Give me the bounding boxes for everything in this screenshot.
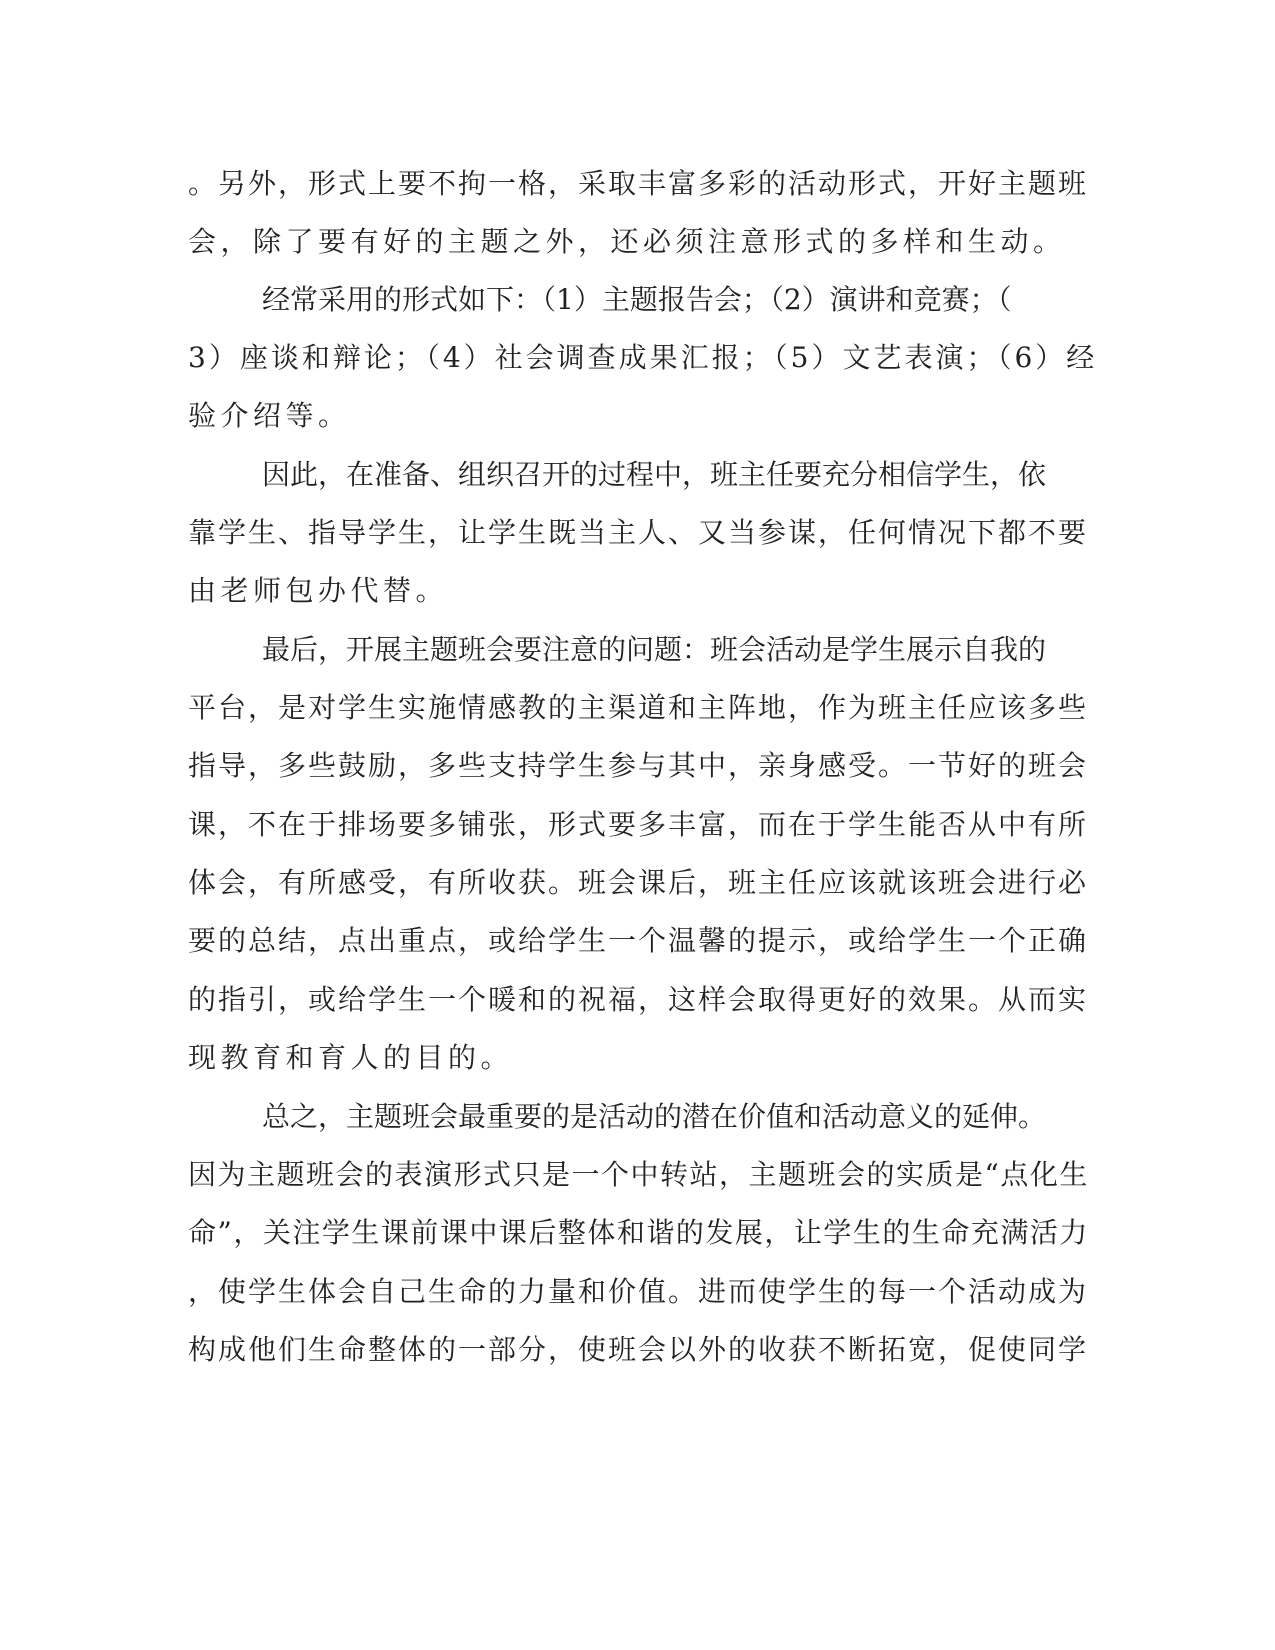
paragraph-start-line: 经常采用的形式如下：（1）主题报告会；（2）演讲和竞赛；（ (262, 283, 1012, 316)
text-line: 的指引，或给学生一个暖和的祝福，这样会取得更好的效果。从而实 (188, 983, 1089, 1016)
text-line: 构成他们生命整体的一部分，使班会以外的收获不断拓宽，促使同学 (188, 1333, 1089, 1366)
text-line: 3）座谈和辩论；（4）社会调查成果汇报；（5）文艺表演；（6）经 (188, 341, 1098, 374)
text-line: 会，除了要有好的主题之外，还必须注意形式的多样和生动。 (188, 225, 1066, 258)
text-line: 靠学生、指导学生，让学生既当主人、又当参谋，任何情况下都不要 (188, 516, 1089, 549)
text-line: 由老师包办代替。 (188, 574, 449, 607)
text-line: 平台，是对学生实施情感教的主渠道和主阵地，作为班主任应该多些 (188, 691, 1089, 724)
text-line: 验介绍等。 (188, 399, 351, 432)
paragraph-start-line: 因此，在准备、组织召开的过程中，班主任要充分相信学生，依 (262, 458, 1047, 491)
text-line: 指导，多些鼓励，多些支持学生参与其中，亲身感受。一节好的班会 (188, 749, 1089, 782)
text-line: 体会，有所感受，有所收获。班会课后，班主任应该就该班会进行必 (188, 866, 1089, 899)
text-line: 课，不在于排场要多铺张，形式要多丰富，而在于学生能否从中有所 (188, 808, 1089, 841)
paragraph-start-line: 总之，主题班会最重要的是活动的潜在价值和活动意义的延伸。 (262, 1100, 1047, 1133)
text-line: 要的总结，点出重点，或给学生一个温馨的提示，或给学生一个正确 (188, 924, 1089, 957)
text-line: ，使学生体会自己生命的力量和价值。进而使学生的每一个活动成为 (188, 1275, 1089, 1308)
text-line: 。另外，形式上要不拘一格，采取丰富多彩的活动形式，开好主题班 (188, 167, 1089, 200)
text-line: 现教育和育人的目的。 (188, 1041, 514, 1074)
text-line: 因为主题班会的表演形式只是一个中转站，主题班会的实质是“点化生 (188, 1158, 1089, 1191)
text-line: 命”，关注学生课前课中课后整体和谐的发展，让学生的生命充满活力 (188, 1216, 1089, 1249)
paragraph-start-line: 最后，开展主题班会要注意的问题：班会活动是学生展示自我的 (262, 633, 1047, 666)
